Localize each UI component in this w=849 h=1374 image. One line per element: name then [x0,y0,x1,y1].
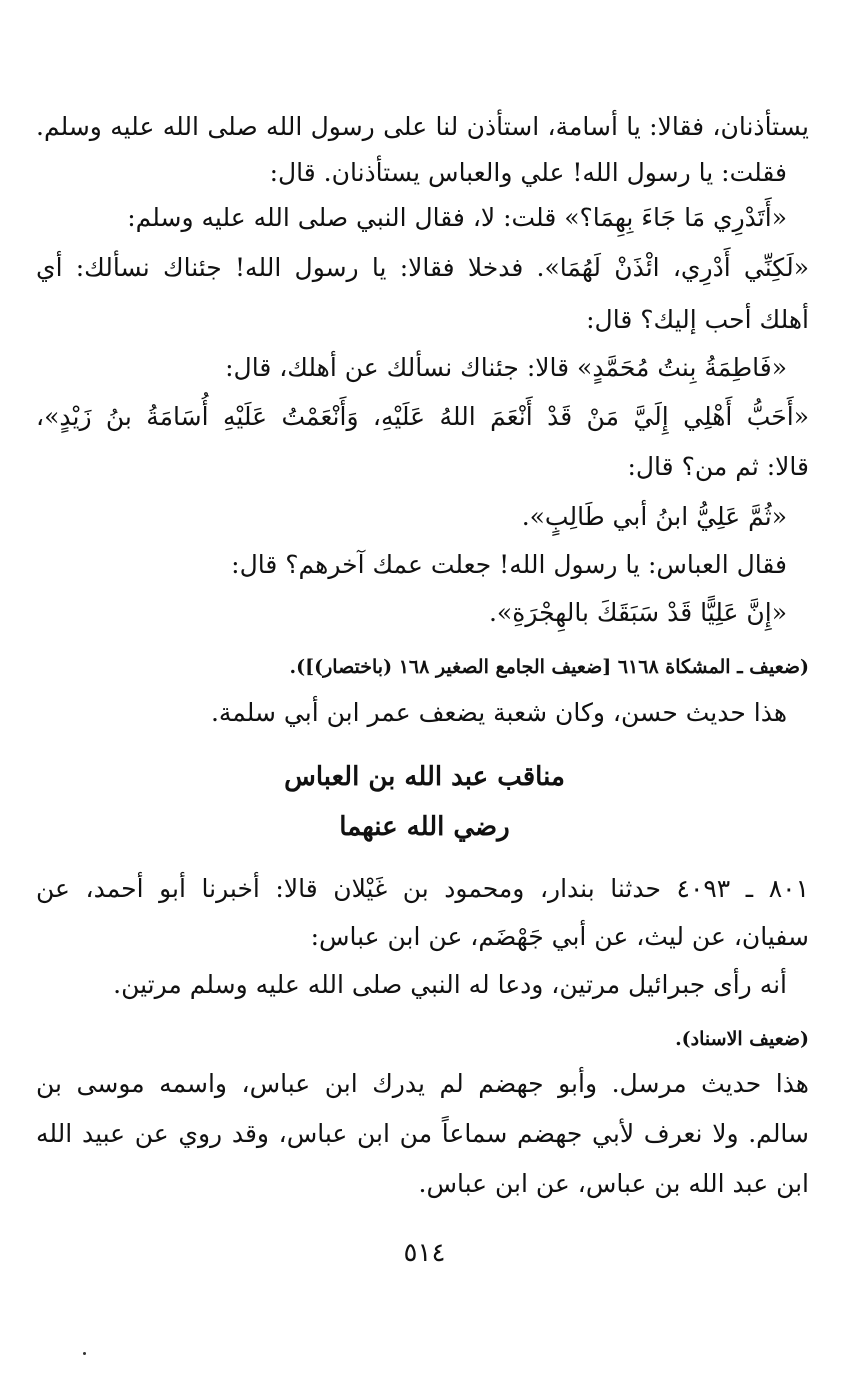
text-line: سالم. ولا نعرف لأبي جهضم سماعاً من ابن عباس، وقد روي عن عبيد الله [36,1119,809,1148]
text-line: ابن عبد الله بن عباس، عن ابن عباس. [418,1169,809,1198]
hadith-quote-line: «أَحَبُّ أَهْلِي إِلَيَّ مَنْ قَدْ أَنْعَمَ اللهُ عَلَيْهِ، وَأَنْعَمْتُ عَلَيْهِ أُسَامَةُ بنُ زَيْدٍ»، [36,402,809,431]
hadith-quote-line: «أَتَدْرِي مَا جَاءَ بِهِمَا؟» قلت: لا، فقال النبي صلى الله عليه وسلم: [127,203,787,232]
chapter-subtitle: رضي الله عنهما [339,812,510,842]
text-line: فقلت: يا رسول الله! علي والعباس يستأذنان. قال: [269,158,787,187]
grading-note: (ضعيف الاسناد). [675,1028,809,1050]
hadith-quote-line: «ثُمَّ عَلِيُّ ابنُ أبي طَالِبٍ». [521,502,787,531]
hadith-quote-line: «لَكِنِّي أَدْرِي، ائْذَنْ لَهُمَا». فدخلا فقالا: يا رسول الله! جئناك نسألك: أي [36,253,809,282]
hadith-quote-line: «إِنَّ عَلِيًّا قَدْ سَبَقَكَ بالهِجْرَةِ». [488,598,787,627]
scan-speck [83,1352,86,1355]
grading-note: (ضعيف ـ المشكاة ٦١٦٨ [ضعيف الجامع الصغير ١٦٨ (باختصار)]). [289,656,809,678]
text-line: سفيان، عن ليث، عن أبي جَهْضَم، عن ابن عباس: [310,922,809,951]
text-line: هذا حديث حسن، وكان شعبة يضعف عمر ابن أبي سلمة. [210,698,787,727]
page-number: ٥١٤ [403,1238,446,1268]
text-line: يستأذنان، فقالا: يا أسامة، استأذن لنا على رسول الله صلى الله عليه وسلم. [36,112,809,141]
hadith-quote-line: «فَاطِمَةُ بِنتُ مُحَمَّدٍ» قالا: جئناك نسألك عن أهلك، قال: [225,353,787,382]
hadith-number-line: ٨٠١ ـ ٤٠٩٣ حدثنا بندار، ومحمود بن غَيْلان قالا: أخبرنا أبو أحمد، عن [36,874,810,903]
text-line: أهلك أحب إليك؟ قال: [586,305,809,334]
text-line: قالا: ثم من؟ قال: [627,452,809,481]
text-line: أنه رأى جبرائيل مرتين، ودعا له النبي صلى الله عليه وسلم مرتين. [113,970,787,999]
chapter-title: مناقب عبد الله بن العباس [284,762,565,792]
text-line: فقال العباس: يا رسول الله! جعلت عمك آخرهم؟ قال: [231,550,787,579]
text-line: هذا حديث مرسل. وأبو جهضم لم يدرك ابن عباس، واسمه موسى بن [36,1069,809,1098]
